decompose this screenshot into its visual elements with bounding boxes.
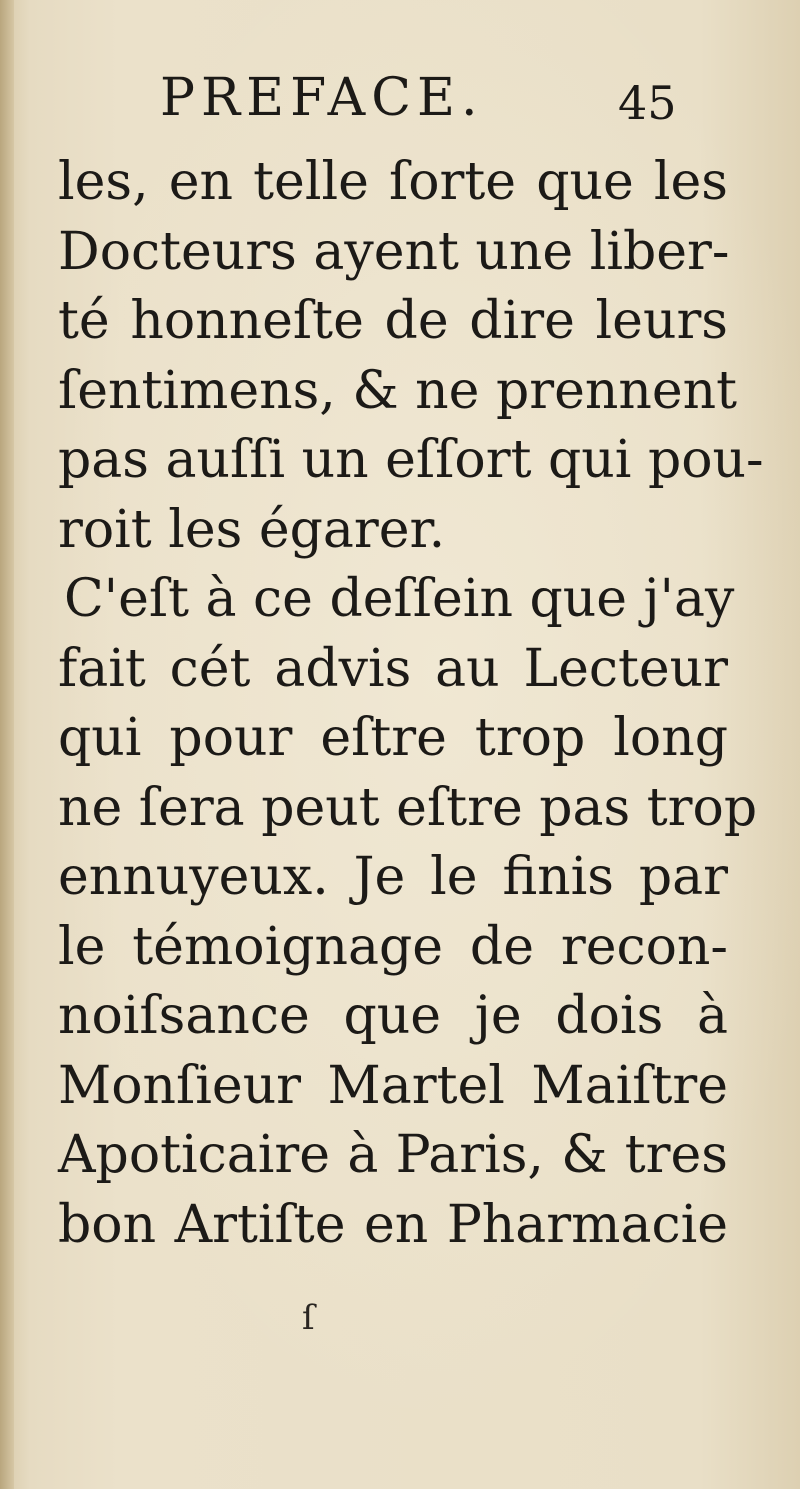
running-title: PREFACE. xyxy=(160,68,484,128)
text-line: ſentimens, & ne prennent xyxy=(58,360,738,421)
page-header xyxy=(0,68,800,148)
text-line: ne ſera peut eſtre pas trop xyxy=(58,777,758,838)
text-line: Docteurs ayent une liber- xyxy=(58,221,730,282)
text-line: pas auſſi un eſſort qui pou- xyxy=(58,430,764,490)
signature-mark: ſ xyxy=(302,1298,315,1338)
text-line: fait cét advis au Lecteur xyxy=(58,638,728,699)
page-number: 45 xyxy=(618,76,677,130)
text-line: qui pour eſtre trop long xyxy=(58,708,728,768)
text-line: noiſsance que je dois à xyxy=(58,986,728,1046)
text-line: C'eſt à ce deſſein que j'ay xyxy=(64,569,735,629)
text-line: Monſieur Martel Maiſtre xyxy=(58,1055,728,1116)
text-line: té honneſte de dire leurs xyxy=(58,291,728,351)
text-line: bon Artiſte en Pharmacie xyxy=(58,1194,728,1255)
text-line: le témoignage de recon- xyxy=(58,916,728,977)
page-gutter xyxy=(0,0,14,1489)
text-line: Apoticaire à Paris, & tres xyxy=(58,1125,728,1185)
body-text xyxy=(58,148,764,1260)
text-line: roit les égarer. xyxy=(58,499,446,560)
text-line: ennuyeux. Je le finis par xyxy=(58,847,728,907)
text-line: les, en telle ſorte que les xyxy=(58,152,728,212)
